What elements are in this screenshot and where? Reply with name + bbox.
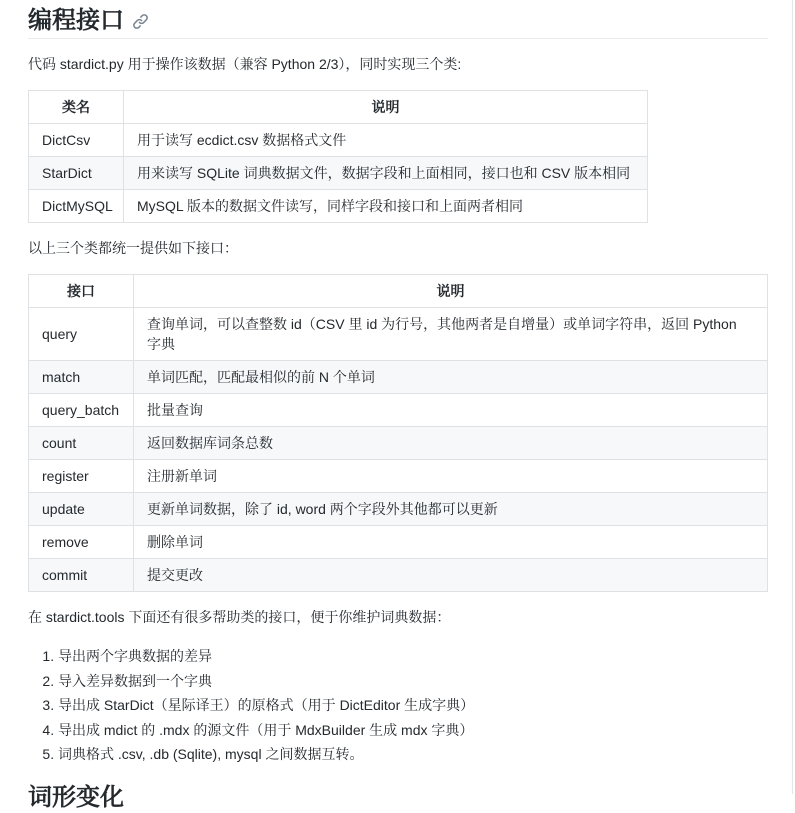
interfaces-table bbox=[28, 274, 768, 592]
page-title-text: 编程接口 bbox=[28, 7, 124, 34]
list-item: 4. 导出成 mdict 的 .mdx 的源文件（用于 MdxBuilder 生成 mdx 字典） bbox=[58, 718, 768, 743]
table-header-row bbox=[29, 275, 768, 308]
list-item: 5. 词典格式 .csv, .db (Sqlite), mysql 之间数据互转。 bbox=[58, 742, 768, 767]
class-desc-cell: 用于读写 ecdict.csv 数据格式文件 bbox=[124, 124, 648, 157]
interface-name-cell: remove bbox=[29, 526, 134, 559]
interface-name-cell: query_batch bbox=[29, 394, 134, 427]
anchor-link-icon[interactable] bbox=[132, 13, 149, 30]
interface-desc-cell: 单词匹配，匹配最相似的前 N 个单词 bbox=[134, 361, 768, 394]
table-row bbox=[29, 124, 648, 157]
classes-table-header-desc: 说明 bbox=[124, 91, 648, 124]
page-right-border bbox=[792, 0, 793, 794]
interface-name-cell: register bbox=[29, 460, 134, 493]
class-desc-cell: 用来读写 SQLite 词典数据文件，数据字段和上面相同，接口也和 CSV 版本相同 bbox=[124, 157, 648, 190]
table-row bbox=[29, 361, 768, 394]
table-row bbox=[29, 493, 768, 526]
tools-list bbox=[28, 644, 768, 767]
list-item: 3. 导出成 StarDict（星际译王）的原格式（用于 DictEditor 生成字典） bbox=[58, 693, 768, 718]
interface-name-cell: update bbox=[29, 493, 134, 526]
tools-intro-paragraph: 在 stardict.tools 下面还有很多帮助类的接口，便于你维护词典数据： bbox=[28, 609, 451, 625]
interface-desc-cell: 删除单词 bbox=[134, 526, 768, 559]
class-name-cell: DictMySQL bbox=[29, 190, 124, 223]
interface-desc-cell: 注册新单词 bbox=[134, 460, 768, 493]
classes-table bbox=[28, 90, 648, 223]
interface-name-cell: match bbox=[29, 361, 134, 394]
next-section-title-partial: 词形变化 bbox=[28, 783, 124, 811]
class-name-cell: DictCsv bbox=[29, 124, 124, 157]
page-title bbox=[28, 0, 768, 39]
interface-desc-cell: 返回数据库词条总数 bbox=[134, 427, 768, 460]
classes-table-header-name: 类名 bbox=[29, 91, 124, 124]
interface-desc-cell: 批量查询 bbox=[134, 394, 768, 427]
table-row bbox=[29, 308, 768, 361]
table-header-row bbox=[29, 91, 648, 124]
interface-name-cell: query bbox=[29, 308, 134, 361]
list-item: 1. 导出两个字典数据的差异 bbox=[58, 644, 768, 669]
class-desc-cell: MySQL 版本的数据文件读写，同样字段和接口和上面两者相同 bbox=[124, 190, 648, 223]
interface-name-cell: count bbox=[29, 427, 134, 460]
table-row bbox=[29, 157, 648, 190]
table-row bbox=[29, 190, 648, 223]
intro-paragraph: 代码 stardict.py 用于操作该数据（兼容 Python 2/3），同时实现三个类: bbox=[28, 56, 462, 72]
list-item: 2. 导入差异数据到一个字典 bbox=[58, 669, 768, 694]
table-row bbox=[29, 394, 768, 427]
table-row bbox=[29, 427, 768, 460]
class-name-cell: StarDict bbox=[29, 157, 124, 190]
table-row bbox=[29, 526, 768, 559]
interface-desc-cell: 更新单词数据，除了 id, word 两个字段外其他都可以更新 bbox=[134, 493, 768, 526]
table-row bbox=[29, 559, 768, 592]
interface-name-cell: commit bbox=[29, 559, 134, 592]
interfaces-intro-paragraph: 以上三个类都统一提供如下接口： bbox=[28, 240, 238, 256]
interfaces-table-header-name: 接口 bbox=[29, 275, 134, 308]
interfaces-table-header-desc: 说明 bbox=[134, 275, 768, 308]
table-row bbox=[29, 460, 768, 493]
interface-desc-cell: 查询单词，可以查整数 id（CSV 里 id 为行号，其他两者是自增量）或单词字符串，返回 Python 字典 bbox=[134, 308, 768, 361]
interface-desc-cell: 提交更改 bbox=[134, 559, 768, 592]
